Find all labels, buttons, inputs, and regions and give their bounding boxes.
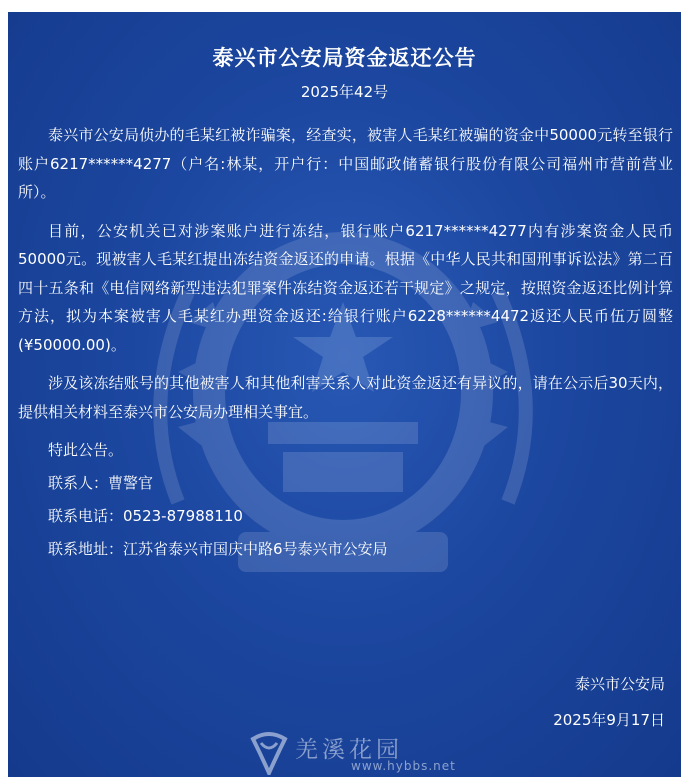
signature-date: 2025年9月17日	[553, 711, 665, 729]
closing-line: 特此公告。	[48, 441, 124, 459]
contact-phone: 联系电话：0523-87988110	[48, 507, 243, 525]
notice-body	[18, 121, 673, 568]
paragraph-objection: 涉及该冻结账号的其他被害人和其他利害关系人对此资金返还有异议的，请在公示后30天内，提供相关材料至泰兴市公安局办理相关事宜。	[18, 374, 673, 421]
paragraph-return: 目前，公安机关已对涉案账户进行冻结，银行账户6217******4277内有涉案资金人民币50000元。现被害人毛某红提出冻结资金返还的申请。根据《中华人民共和国刑事诉讼法》第二百四十五条和《电信网络新型违法犯罪案件冻结资金返还若干规定》之规定，按照资金返还比例计算方法，拟为本案被害人毛某红办理资金返还:给银行账户6228******4472返还人民币伍万圆整(¥50000.00)。	[18, 221, 673, 354]
watermark-url: www.hybbs.net	[351, 759, 456, 773]
paragraph-case: 泰兴市公安局侦办的毛某红被诈骗案，经查实，被害人毛某红被骗的资金中50000元转至银行账户6217******4277（户名:林某，开户行：中国邮政储蓄银行股份有限公司福州市营前营业所）。	[18, 126, 673, 201]
contact-address: 联系地址：江苏省泰兴市国庆中路6号泰兴市公安局	[48, 540, 388, 558]
document-number: 2025年42号	[300, 83, 389, 101]
notice-panel	[8, 12, 681, 777]
contact-person: 联系人：曹警官	[48, 474, 154, 492]
signature-org: 泰兴市公安局	[574, 675, 665, 693]
page-title: 泰兴市公安局资金返还公告	[212, 46, 477, 70]
watermark	[243, 729, 463, 777]
watermark-logo-icon	[247, 729, 291, 775]
watermark-text: 羌溪花园	[295, 737, 403, 763]
